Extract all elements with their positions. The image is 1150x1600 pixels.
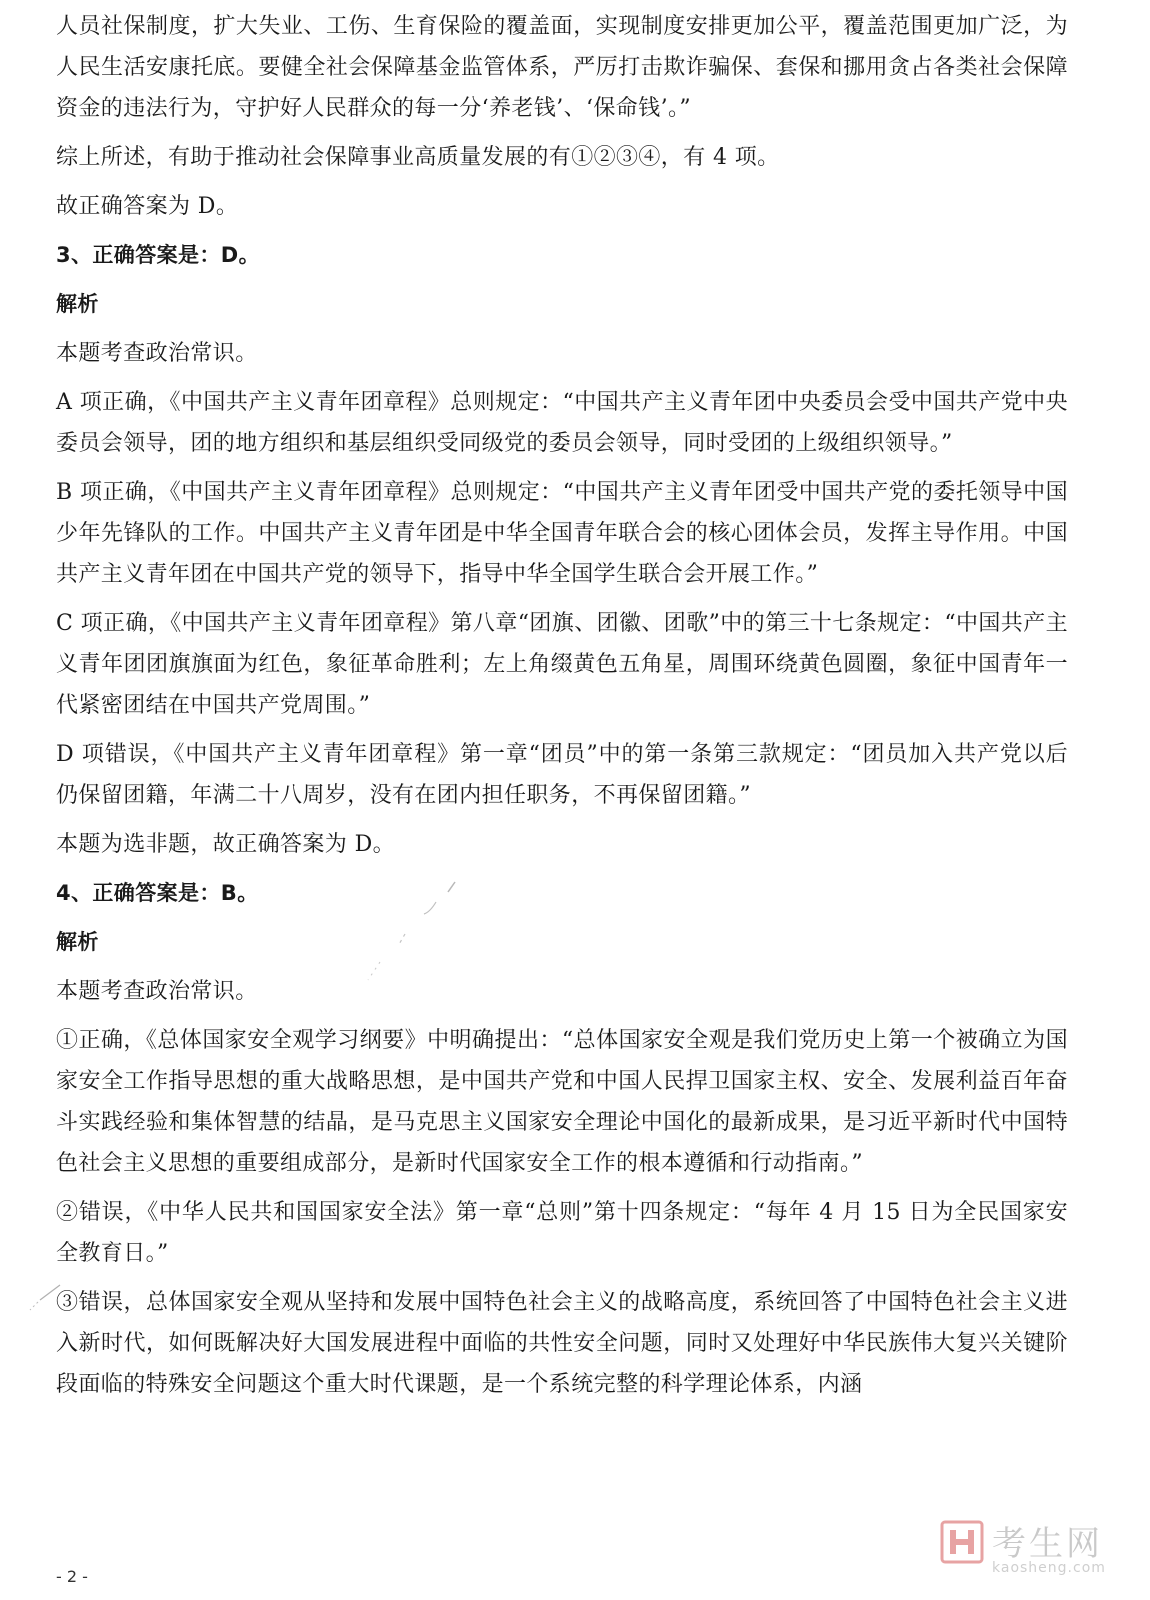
paragraph: 人员社保制度，扩大失业、工伤、生育保险的覆盖面，实现制度安排更加公平，覆盖范围更加广泛，为人民生活安康托底。要健全社会保障基金监管体系，严厉打击欺诈骗保、套保和挪用贪占各类社会保障资金的违法行为，守护好人民群众的每一分‘养老钱’、‘保命钱’。” (56, 14, 1068, 121)
analysis-heading: 解析 (56, 292, 99, 316)
document-body (56, 6, 1068, 1413)
paragraph: C 项正确，《中国共产主义青年团章程》第八章“团旗、团徽、团歌”中的第三十七条规定：“中国共产主义青年团团旗旗面为红色，象征革命胜利；左上角缀黄色五角星，周围环绕黄色圆圈，象征中国青年一代紧密团结在中国共产党周围。” (56, 611, 1068, 718)
kaosheng-logo-icon (940, 1520, 984, 1564)
watermark-url: kaosheng.com (992, 1560, 1106, 1576)
paragraph: 故正确答案为 D。 (56, 194, 239, 219)
paragraph: 综上所述，有助于推动社会保障事业高质量发展的有①②③④，有 4 项。 (56, 145, 780, 170)
paragraph: B 项正确，《中国共产主义青年团章程》总则规定：“中国共产主义青年团受中国共产党的委托领导中国少年先锋队的工作。中国共产主义青年团是中华全国青年联合会的核心团体会员，发挥主导作用。中国共产主义青年团在中国共产党的领导下，指导中华全国学生联合会开展工作。” (56, 480, 1068, 587)
answer-heading: 4、正确答案是：B。 (56, 881, 259, 905)
paragraph: ①正确，《总体国家安全观学习纲要》中明确提出：“总体国家安全观是我们党历史上第一个被确立为国家安全工作指导思想的重大战略思想，是中国共产党和中国人民捍卫国家主权、安全、发展利益百年奋斗实践经验和集体智慧的结晶，是马克思主义国家安全理论中国化的最新成果，是习近平新时代中国特色社会主义思想的重要组成部分，是新时代国家安全工作的根本遵循和行动指南。” (56, 1028, 1068, 1176)
paragraph: ③错误，总体国家安全观从坚持和发展中国特色社会主义的战略高度，系统回答了中国特色社会主义进入新时代，如何既解决好大国发展进程中面临的共性安全问题，同时又处理好中华民族伟大复兴关键阶段面临的特殊安全问题这个重大时代课题，是一个系统完整的科学理论体系，内涵 (56, 1290, 1068, 1397)
watermark-name: 考生网 (992, 1524, 1103, 1564)
page-number: - 2 - (56, 1567, 88, 1586)
paragraph: 本题考查政治常识。 (56, 979, 258, 1004)
paragraph: 本题考查政治常识。 (56, 341, 258, 366)
watermark (940, 1516, 1130, 1586)
paragraph: D 项错误，《中国共产主义青年团章程》第一章“团员”中的第一条第三款规定：“团员加入共产党以后仍保留团籍，年满二十八周岁，没有在团内担任职务，不再保留团籍。” (56, 742, 1068, 808)
paragraph: 本题为选非题，故正确答案为 D。 (56, 832, 396, 857)
analysis-heading: 解析 (56, 930, 99, 954)
paragraph: ②错误，《中华人民共和国国家安全法》第一章“总则”第十四条规定：“每年 4 月 15 日为全民国家安全教育日。” (56, 1200, 1068, 1266)
paragraph: A 项正确，《中国共产主义青年团章程》总则规定：“中国共产主义青年团中央委员会受中国共产党中央委员会领导，团的地方组织和基层组织受同级党的委员会领导，同时受团的上级组织领导。” (56, 390, 1068, 456)
answer-heading: 3、正确答案是：D。 (56, 243, 261, 267)
